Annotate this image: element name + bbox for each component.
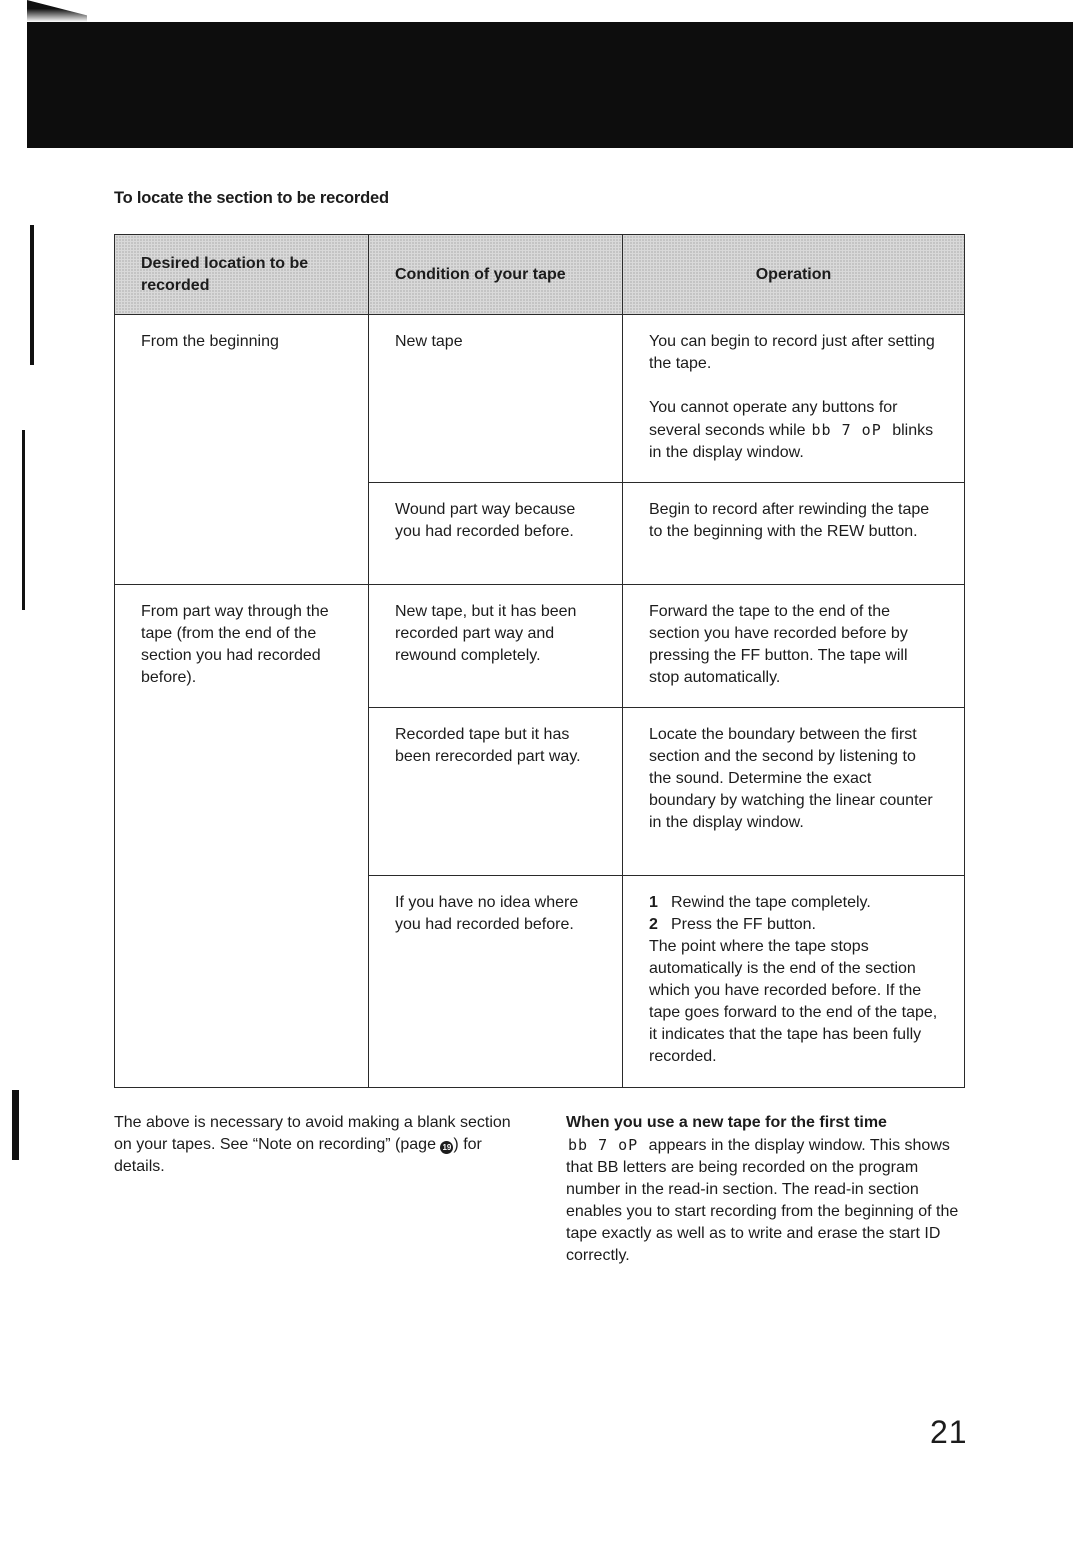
location-cell: From the beginning — [115, 315, 369, 585]
step-number: 1 — [649, 894, 658, 911]
note-title: When you use a new tape for the first time — [566, 1114, 887, 1131]
condition-cell: Wound part way because you had recorded before. — [369, 483, 623, 585]
note-body: appears in the display window. This shows that BB letters are being recorded on the program number in the read-in section. The read-in section enables you to start recording from the beginning of the tape exactly as well as to write and erase the start ID correctly. — [566, 1137, 959, 1264]
operation-text-part: blinks in the display window. — [649, 422, 934, 461]
step-item — [649, 914, 938, 936]
header-location: Desired location to be recorded — [115, 235, 369, 315]
note-left — [114, 1112, 514, 1178]
condition-cell: Recorded tape but it has been rerecorded part way. — [369, 708, 623, 876]
condition-cell: New tape — [369, 315, 623, 483]
note-text: ) for details. — [114, 1136, 482, 1175]
table-header-row — [115, 235, 965, 315]
page-number: 21 — [930, 1414, 968, 1450]
lcd-display-text: bb 7 oP — [568, 1136, 639, 1154]
lcd-display-text: bb 7 oP — [811, 421, 882, 439]
step-item — [649, 892, 938, 914]
operation-text — [649, 397, 938, 464]
operation-cell — [623, 315, 965, 483]
table-row — [115, 315, 965, 483]
operation-text: You can begin to record just after setting the tape. — [649, 333, 935, 372]
operation-cell: Locate the boundary between the first section and the second by listening to the sound. Determine the exact boundary by watching the linear counter in the display window. — [623, 708, 965, 876]
table-row — [115, 585, 965, 708]
condition-cell: New tape, but it has been recorded part way and rewound completely. — [369, 585, 623, 708]
note-text: The above is necessary to avoid making a blank section on your tapes. See “Note on recording” (page — [114, 1114, 511, 1153]
header-condition: Condition of your tape — [369, 235, 623, 315]
operation-text-part: You cannot operate any buttons for several seconds while — [649, 399, 898, 439]
page-reference-badge: 19 — [440, 1141, 453, 1154]
header-band — [27, 22, 1073, 148]
condition-cell: If you have no idea where you had recorded before. — [369, 876, 623, 1088]
top-band-corner — [27, 0, 87, 22]
binding-mark — [12, 1090, 19, 1160]
step-text: Rewind the tape completely. — [671, 894, 871, 911]
binding-mark — [22, 430, 25, 610]
operation-text: The point where the tape stops automatically is the end of the section which you have recorded before. If the tape goes forward to the end of the tape, it indicates that the tape has been fully recorded. — [649, 938, 938, 1065]
header-operation: Operation — [623, 235, 965, 315]
operation-cell: Forward the tape to the end of the section you have recorded before by pressing the FF button. The tape will stop automatically. — [623, 585, 965, 708]
step-number: 2 — [649, 916, 658, 933]
note-right — [566, 1112, 962, 1267]
section-title: To locate the section to be recorded — [114, 189, 389, 207]
operation-cell — [623, 876, 965, 1088]
operation-cell: Begin to record after rewinding the tape to the beginning with the REW button. — [623, 483, 965, 585]
location-table — [114, 234, 965, 1088]
location-cell: From part way through the tape (from the end of the section you had recorded before). — [115, 585, 369, 1088]
binding-mark — [30, 225, 34, 365]
step-text: Press the FF button. — [671, 916, 816, 933]
